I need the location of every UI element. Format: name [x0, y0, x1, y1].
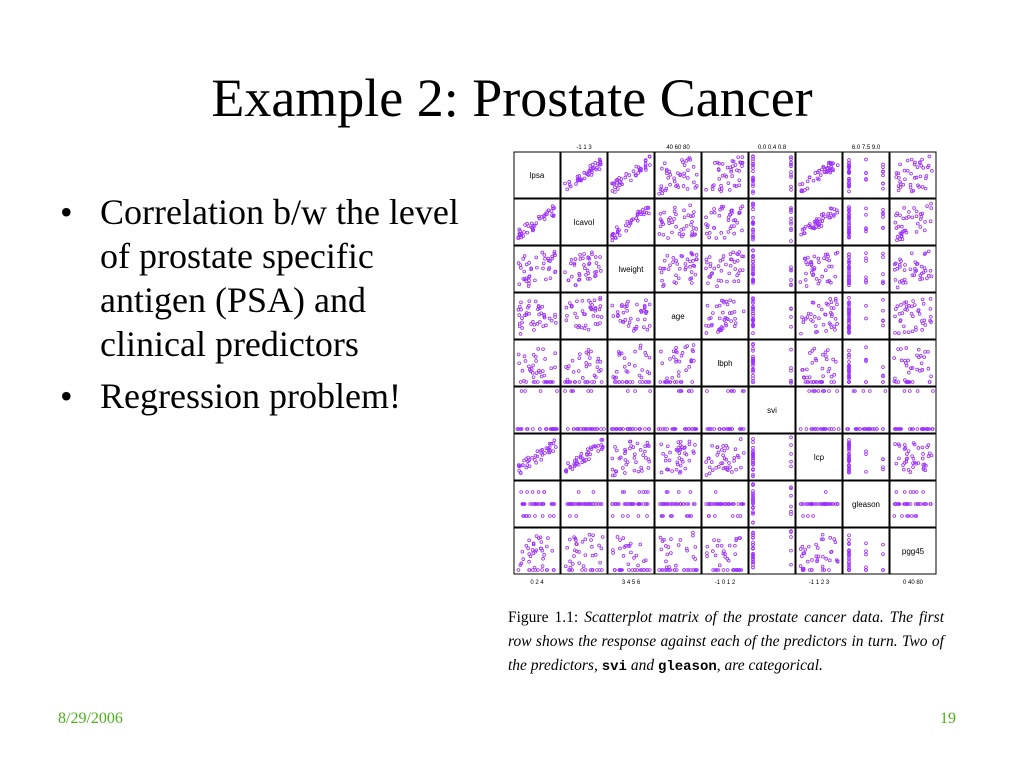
- matrix-cell: [561, 246, 607, 292]
- matrix-cell: [843, 434, 889, 480]
- matrix-cell: [561, 152, 607, 198]
- matrix-cell: [561, 434, 607, 480]
- matrix-cell: [514, 152, 560, 198]
- tick-label: 0 2 4: [530, 580, 544, 586]
- caption-text: Scatterplot matrix of the prostate cancer data. The first row shows the response against each of the predictors in turn. Two of the predictors,: [508, 609, 945, 674]
- tick-label: -1 0 1 2: [714, 580, 736, 586]
- matrix-cell: [655, 481, 701, 527]
- matrix-cell: [655, 528, 701, 574]
- matrix-cell: [796, 340, 842, 386]
- matrix-cell: [702, 199, 748, 245]
- matrix-cell: [796, 387, 842, 433]
- matrix-cell: [843, 481, 889, 527]
- matrix-cell: [843, 528, 889, 574]
- matrix-cell: [843, 152, 889, 198]
- matrix-cell: [749, 481, 795, 527]
- variable-label: pgg45: [901, 547, 925, 556]
- matrix-cell: [796, 434, 842, 480]
- bullet-dot-icon: •: [60, 192, 73, 232]
- matrix-cell: [890, 152, 936, 198]
- matrix-cell: [561, 387, 607, 433]
- matrix-cell: [749, 387, 795, 433]
- matrix-cell: [796, 528, 842, 574]
- matrix-cell: [608, 199, 654, 245]
- matrix-cell: [702, 246, 748, 292]
- matrix-cell: [514, 293, 560, 339]
- bullet-item: • Regression problem!: [60, 376, 401, 416]
- matrix-cell: [796, 481, 842, 527]
- matrix-cell: [749, 434, 795, 480]
- matrix-cell: [655, 340, 701, 386]
- matrix-cell: [890, 528, 936, 574]
- caption-label: Figure 1.1:: [508, 609, 579, 626]
- caption-text-and: and: [630, 657, 655, 674]
- matrix-cell: [608, 528, 654, 574]
- matrix-cell: [608, 481, 654, 527]
- matrix-cell: [655, 434, 701, 480]
- matrix-cell: [749, 152, 795, 198]
- figure-caption: [508, 606, 944, 679]
- variable-label: lweight: [618, 265, 644, 274]
- matrix-cell: [655, 199, 701, 245]
- matrix-cell: [655, 387, 701, 433]
- matrix-cell: [514, 246, 560, 292]
- matrix-cell: [749, 528, 795, 574]
- variable-label: lbph: [717, 359, 733, 368]
- matrix-cell: [702, 293, 748, 339]
- matrix-cell: [890, 293, 936, 339]
- matrix-cell: [514, 340, 560, 386]
- matrix-cell: [702, 340, 748, 386]
- matrix-cell: [655, 293, 701, 339]
- matrix-cell: [608, 246, 654, 292]
- tick-label: 0 40 80: [902, 580, 924, 586]
- matrix-cell: [890, 481, 936, 527]
- matrix-cell: [890, 246, 936, 292]
- variable-label: lcp: [813, 453, 825, 462]
- scatterplot-matrix-figure: [492, 140, 952, 586]
- matrix-cell: [514, 528, 560, 574]
- page-number: 19: [940, 710, 956, 727]
- matrix-cell: [561, 293, 607, 339]
- matrix-cell: [796, 293, 842, 339]
- matrix-cell: [702, 481, 748, 527]
- matrix-cell: [890, 387, 936, 433]
- matrix-cell: [514, 481, 560, 527]
- matrix-cell: [843, 293, 889, 339]
- tick-label: 6.0 7.5 9.0: [851, 145, 881, 151]
- caption-text-end: , are categorical.: [716, 657, 823, 674]
- matrix-cell: [749, 246, 795, 292]
- matrix-cell: [655, 152, 701, 198]
- variable-label: lcavol: [573, 218, 595, 227]
- matrix-cell: [890, 434, 936, 480]
- matrix-cell: [561, 340, 607, 386]
- bullet-dot-icon: •: [60, 376, 73, 416]
- variable-label: gleason: [851, 500, 881, 509]
- matrix-cell: [561, 199, 607, 245]
- matrix-cell: [514, 434, 560, 480]
- matrix-cell: [514, 199, 560, 245]
- matrix-cell: [749, 199, 795, 245]
- matrix-cell: [702, 528, 748, 574]
- matrix-cell: [843, 387, 889, 433]
- matrix-cell: [843, 246, 889, 292]
- footer-date: 8/29/2006: [58, 710, 123, 727]
- matrix-cell: [843, 199, 889, 245]
- matrix-cell: [608, 387, 654, 433]
- matrix-cell: [608, 340, 654, 386]
- matrix-cell: [796, 152, 842, 198]
- matrix-cell: [843, 340, 889, 386]
- matrix-cell: [514, 387, 560, 433]
- matrix-cell: [796, 199, 842, 245]
- matrix-cell: [749, 340, 795, 386]
- matrix-cell: [796, 246, 842, 292]
- bullet-item: • Correlation b/w the level of prostate specific antigen (PSA) and clinical predictors: [60, 192, 459, 364]
- tick-label: -1 1 3: [576, 145, 592, 151]
- tick-label: 40 60 80: [666, 145, 690, 151]
- matrix-cell: [561, 481, 607, 527]
- variable-label: svi: [767, 406, 777, 415]
- tick-label: -1 1 2 3: [808, 580, 830, 586]
- matrix-cell: [890, 199, 936, 245]
- matrix-cell: [702, 152, 748, 198]
- slide-title: Example 2: Prostate Cancer: [211, 68, 813, 128]
- matrix-cell: [608, 293, 654, 339]
- caption-code-gleason: gleason: [657, 659, 717, 675]
- tick-label: 0.0 0.4 0.8: [757, 145, 787, 151]
- matrix-cell: [702, 434, 748, 480]
- matrix-cell: [749, 293, 795, 339]
- matrix-cell: [655, 246, 701, 292]
- variable-label: age: [671, 312, 685, 321]
- bullet-list: [58, 190, 468, 426]
- matrix-cell: [561, 528, 607, 574]
- variable-label: lpsa: [529, 171, 545, 180]
- matrix-cell: [608, 152, 654, 198]
- tick-label: 3 4 5 6: [621, 580, 641, 586]
- matrix-cell: [608, 434, 654, 480]
- matrix-cell: [890, 340, 936, 386]
- caption-code-svi: svi: [601, 659, 627, 675]
- matrix-cell: [702, 387, 748, 433]
